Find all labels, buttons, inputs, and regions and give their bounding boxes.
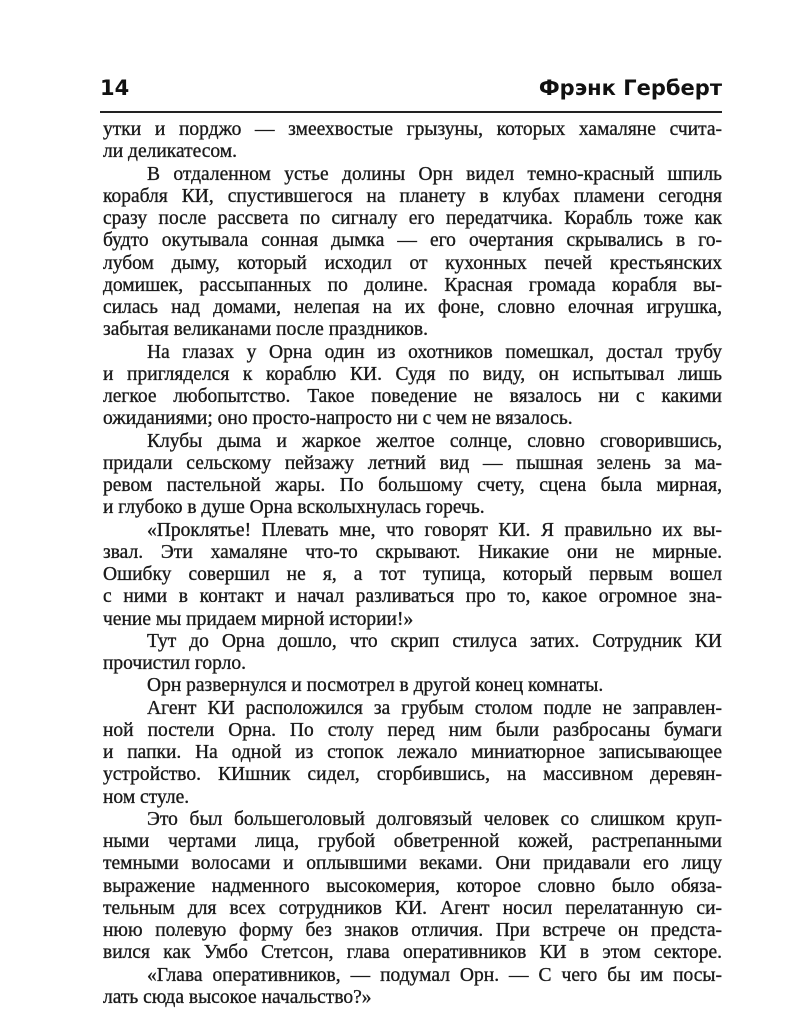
- text-line: утки и порджо — змеехвостые грызуны, которых хамаляне счита-: [103, 119, 722, 140]
- body-text: [103, 119, 722, 1009]
- running-header: [100, 76, 722, 106]
- text-line: ревом пастельной жары. По большому счету, сцена была мирная,: [103, 475, 722, 496]
- text-line: Орн развернулся и посмотрел в другой конец комнаты.: [147, 675, 604, 697]
- text-line: В отдаленном устье долины Орн видел темно-красный шпиль: [147, 163, 722, 185]
- text-line: Агент КИ расположился за грубым столом подле не заправлен-: [147, 697, 722, 719]
- text-line: Клубы дыма и жаркое желтое солнце, словно сговорившись,: [147, 430, 722, 452]
- text-line: Тут до Орна дошло, что скрип стилуса затих. Сотрудник КИ: [147, 630, 722, 652]
- text-line: забытая великанами после праздников.: [103, 319, 429, 341]
- text-line: вился как Умбо Стетсон, глава оперативников КИ в этом секторе.: [103, 942, 722, 964]
- text-line: лать сюда высокое начальство?»: [103, 986, 372, 1008]
- text-line: ном стуле.: [103, 786, 190, 808]
- text-line: темными волосами и оплывшими веками. Они придавали его лицу: [103, 853, 722, 875]
- text-line: нюю полевую форму без знаков отличия. При встрече он предста-: [103, 920, 722, 941]
- page-number: 14: [100, 76, 130, 100]
- text-line: сразу после рассвета по сигналу его передатчика. Корабль тоже как: [103, 208, 722, 229]
- running-header-author: Фрэнк Герберт: [538, 76, 722, 100]
- header-rule: [100, 111, 722, 113]
- text-line: ли деликатесом.: [103, 141, 238, 163]
- text-line: выражение надменного высокомерия, которое словно было обяза-: [103, 875, 722, 897]
- text-line: и папки. На одной из стопок лежало миниатюрное записывающее: [103, 742, 722, 763]
- text-line: силась над домами, нелепая на их фоне, словно елочная игрушка,: [103, 297, 722, 318]
- text-line: ными чертами лица, грубой обветренной кожей, растрепанными: [103, 831, 722, 852]
- text-line: устройство. КИшник сидел, сгорбившись, на массивном деревян-: [103, 764, 722, 786]
- text-line: «Глава оперативников, — подумал Орн. — С чего бы им посы-: [147, 964, 722, 986]
- text-line: Это был большеголовый долговязый человек со слишком круп-: [147, 808, 722, 830]
- text-line: корабля КИ, спустившегося на планету в клубах пламени сегодня: [103, 185, 722, 207]
- text-line: и глубоко в душе Орна всколыхнулась горечь.: [103, 497, 485, 519]
- text-line: звал. Эти хамаляне что-то скрывают. Никакие они не мирные.: [103, 541, 722, 563]
- text-line: домишек, рассыпанных по долине. Красная громада корабля вы-: [103, 274, 722, 296]
- text-line: На глазах у Орна один из охотников помешкал, достал трубу: [147, 341, 722, 363]
- text-line: чение мы придаем мирной истории!»: [103, 608, 414, 630]
- text-line: и пригляделся к кораблю КИ. Судя по виду, он испытывал лишь: [103, 363, 722, 385]
- text-line: ной постели Орна. По столу перед ним были разбросаны бумаги: [103, 719, 722, 741]
- text-line: прочистил горло.: [103, 653, 247, 674]
- text-line: «Проклятье! Плевать мне, что говорят КИ. Я правильно их вы-: [147, 519, 722, 541]
- text-line: лубом дыму, который исходил от кухонных печей крестьянских: [103, 252, 722, 274]
- text-line: будто окутывала сонная дымка — его очертания скрывались в го-: [103, 230, 722, 252]
- text-line: тельным для всех сотрудников КИ. Агент носил перелатанную си-: [103, 897, 722, 919]
- text-line: легкое любопытство. Такое поведение не вязалось ни с какими: [103, 386, 722, 407]
- text-line: Ошибку совершил не я, а тот тупица, который первым вошел: [103, 564, 722, 585]
- text-line: придали сельскому пейзажу летний вид — пышная зелень за ма-: [103, 452, 722, 474]
- text-line: с ними в контакт и начал разливаться про то, какое огромное зна-: [103, 586, 722, 608]
- text-line: ожиданиями; оно просто-напросто ни с чем не вязалось.: [103, 408, 573, 430]
